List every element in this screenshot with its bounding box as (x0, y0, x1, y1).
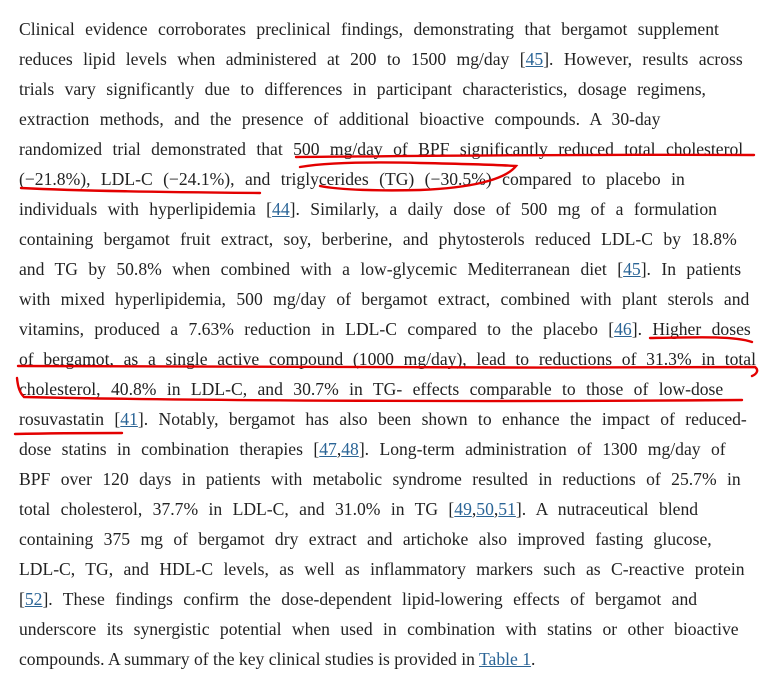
text-line (19, 434, 726, 464)
text-span: cholesterol, 40.8% in LDL-C, and 30.7% in TG- effects comparable to those of low-dose (19, 379, 724, 399)
text-span: of bergamot, as a single active compound (1000 mg/day), lead to reductions of 31.3% in total (19, 349, 756, 369)
text-line (19, 344, 756, 374)
text-line (19, 524, 712, 554)
text-line (19, 314, 751, 344)
text-span: BPF over 120 days in patients with metabolic syndrome resulted in reductions of 25.7% in (19, 469, 741, 489)
text-span: total cholesterol, 37.7% in LDL-C, and 31.0% in TG [ (19, 499, 455, 519)
citation-link[interactable]: 45 (623, 259, 641, 279)
text-line (19, 164, 685, 194)
citation-link[interactable]: 50 (476, 499, 494, 519)
text-span: underscore its synergistic potential when used in combination with statins or other bioactive (19, 619, 739, 639)
text-span: ]. In patients (640, 259, 742, 279)
text-line (19, 74, 706, 104)
citation-link[interactable]: 47 (319, 439, 337, 459)
text-span: ]. These findings confirm the dose-dependent lipid-lowering effects of bergamot and (42, 589, 698, 609)
table-link[interactable]: Table 1 (479, 649, 532, 669)
citation-link[interactable]: 45 (525, 49, 544, 69)
text-span: with mixed hyperlipidemia, 500 mg/day of bergamot extract, combined with plant sterols and (19, 289, 750, 309)
text-line (19, 374, 723, 404)
text-span: and TG by 50.8% when combined with a low-glycemic Mediterranean diet [ (19, 259, 624, 279)
text-line (19, 284, 749, 314)
text-span: , (471, 499, 477, 519)
text-span: extraction methods, and the presence of additional bioactive compounds. A 30-day (19, 109, 661, 129)
text-span: containing 375 mg of bergamot dry extract and artichoke also improved fasting glucose, (19, 529, 712, 549)
text-span: ]. However, results across (543, 49, 743, 69)
text-span: compounds. A summary of the key clinical studies is provided in (19, 649, 479, 669)
citation-link[interactable]: 46 (614, 319, 632, 339)
text-span: rosuvastatin [ (19, 409, 121, 429)
text-span: (−21.8%), LDL-C (−24.1%), and triglycerides (TG) (−30.5%) compared to placebo in (19, 169, 685, 189)
citation-link[interactable]: 44 (272, 199, 290, 219)
text-span: , (336, 439, 342, 459)
text-line (19, 644, 535, 674)
text-span: randomized trial demonstrated that 500 mg/day of BPF significantly reduced total cholesterol (19, 139, 744, 159)
text-line (19, 14, 719, 44)
citation-link[interactable]: 41 (120, 409, 138, 429)
text-span: . (531, 649, 536, 669)
text-span: [ (19, 589, 25, 609)
text-span: ]. Similarly, a daily dose of 500 mg of a formulation (289, 199, 717, 219)
text-span: ]. Long-term administration of 1300 mg/day of (358, 439, 726, 459)
text-span: containing bergamot fruit extract, soy, berberine, and phytosterols reduced LDL-C by 18.8% (19, 229, 737, 249)
text-line (19, 554, 745, 584)
text-line (19, 224, 737, 254)
text-line (19, 254, 741, 284)
text-span: dose statins in combination therapies [ (19, 439, 320, 459)
text-span: , (493, 499, 499, 519)
citation-link[interactable]: 52 (24, 589, 43, 609)
text-span: individuals with hyperlipidemia [ (19, 199, 273, 219)
text-span: ]. Higher doses (631, 319, 751, 339)
text-span: ]. Notably, bergamot has also been shown to enhance the impact of reduced- (137, 409, 747, 429)
text-line (19, 494, 698, 524)
text-line (19, 584, 697, 614)
text-span: vitamins, produced a 7.63% reduction in LDL-C compared to the placebo [ (19, 319, 615, 339)
text-span: LDL-C, TG, and HDL-C levels, as well as inflammatory markers such as C-reactive protein (19, 559, 745, 579)
text-line (19, 404, 747, 434)
text-line (19, 614, 739, 644)
text-span: Clinical evidence corroborates preclinical findings, demonstrating that bergamot supplement (19, 19, 719, 39)
text-line (19, 194, 717, 224)
text-line (19, 44, 743, 74)
text-span: trials vary significantly due to differences in participant characteristics, dosage regimens, (19, 79, 706, 99)
text-line (19, 464, 741, 494)
text-line (19, 134, 743, 164)
citation-link[interactable]: 49 (454, 499, 472, 519)
text-span: ]. A nutraceutical blend (515, 499, 699, 519)
text-span: reduces lipid levels when administered at 200 to 1500 mg/day [ (19, 49, 526, 69)
citation-link[interactable]: 48 (341, 439, 359, 459)
text-line (19, 104, 660, 134)
citation-link[interactable]: 51 (498, 499, 516, 519)
